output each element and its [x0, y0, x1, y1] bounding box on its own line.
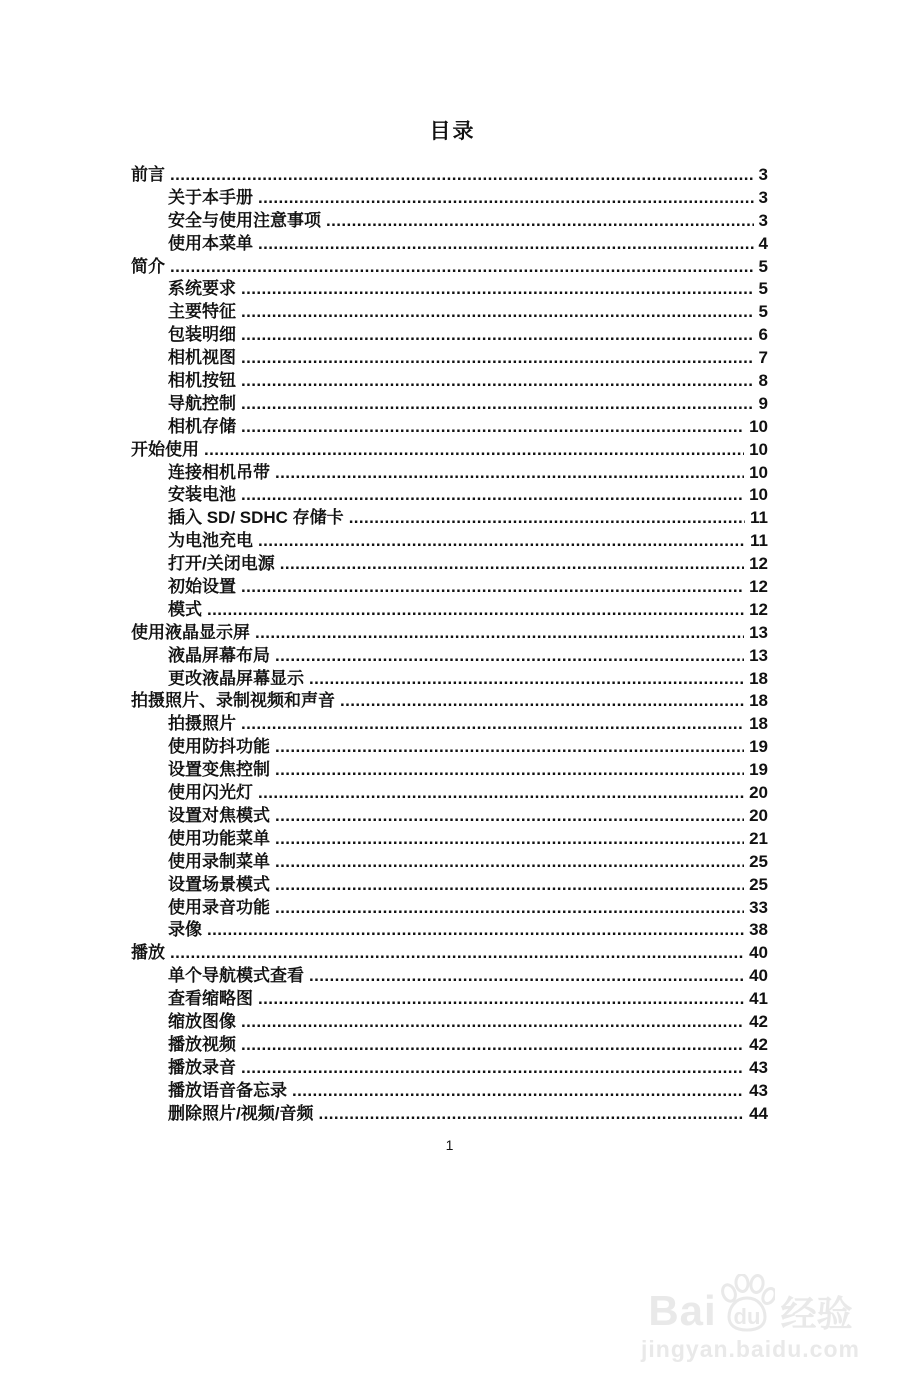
- toc-entry-page-number: 20: [749, 783, 768, 803]
- toc-entry-page-number: 10: [749, 485, 768, 505]
- toc-entry: [131, 526, 768, 549]
- toc-entry-label: 简介: [131, 256, 165, 276]
- toc-entry: [131, 480, 768, 503]
- toc-entry-page-number: 8: [758, 371, 768, 391]
- toc-entry-page-number: 42: [749, 1011, 768, 1031]
- toc-entry: [131, 183, 768, 206]
- toc-leader-dots: [275, 463, 744, 483]
- toc-leader-dots: [275, 806, 744, 826]
- toc-entry: [131, 389, 768, 412]
- toc-leader-dots: [309, 966, 744, 986]
- toc-entry-page-number: 18: [749, 714, 768, 734]
- baidu-paw-icon: [719, 1274, 775, 1332]
- toc-leader-dots: [275, 737, 744, 757]
- toc-entry-label: 设置对焦模式: [168, 805, 270, 825]
- toc-entry-label: 液晶屏幕布局: [168, 645, 270, 665]
- toc-leader-dots: [275, 875, 744, 895]
- toc-entry-page-number: 9: [758, 393, 768, 413]
- baidu-jingyan-watermark: [628, 1274, 873, 1363]
- toc-entry: [131, 412, 768, 435]
- toc-entry-label: 播放语音备忘录: [168, 1080, 287, 1100]
- toc-entry: [131, 1099, 768, 1122]
- toc-entry-page-number: 33: [749, 897, 768, 917]
- toc-entry-label: 使用闪光灯: [168, 783, 253, 803]
- toc-entry-page-number: 6: [758, 325, 768, 345]
- toc-entry: [131, 641, 768, 664]
- toc-entry-page-number: 41: [749, 989, 768, 1009]
- toc-leader-dots: [349, 508, 745, 528]
- toc-entry-page-number: 11: [750, 508, 768, 528]
- toc-entry: [131, 229, 768, 252]
- toc-leader-dots: [241, 577, 744, 597]
- toc-entry: [131, 297, 768, 320]
- watermark-brand-bai: Bai: [648, 1287, 717, 1334]
- toc-leader-dots: [258, 234, 754, 254]
- toc-entry-label: 拍摄照片: [168, 714, 236, 734]
- toc-entry-page-number: 12: [749, 554, 768, 574]
- toc-entry-label: 主要特征: [168, 302, 236, 322]
- toc-entry-label: 打开/关闭电源: [168, 554, 275, 574]
- toc-entry-label: 包装明细: [168, 325, 236, 345]
- toc-entry-label: 使用液晶显示屏: [131, 622, 250, 642]
- toc-leader-dots: [292, 1081, 744, 1101]
- toc-leader-dots: [318, 1104, 744, 1124]
- toc-entry-label: 使用录音功能: [168, 897, 270, 917]
- toc-entry: [131, 160, 768, 183]
- toc-entry-label: 播放视频: [168, 1034, 236, 1054]
- toc-entry-label: 前言: [131, 165, 165, 184]
- toc-entry: [131, 915, 768, 938]
- toc-entry-page-number: 10: [749, 439, 768, 459]
- footer-page-number: 1: [445, 1137, 454, 1154]
- toc-entry-page-number: 43: [749, 1057, 768, 1077]
- toc-entry: [131, 252, 768, 275]
- toc-entry-label: 查看缩略图: [168, 989, 253, 1009]
- toc-entry-label: 播放: [131, 943, 165, 963]
- toc-entry-label: 缩放图像: [168, 1011, 236, 1031]
- toc-entry: [131, 572, 768, 595]
- toc-leader-dots: [170, 257, 754, 277]
- toc-entry-label: 设置场景模式: [168, 874, 270, 894]
- watermark-brand-du: du: [733, 1304, 761, 1329]
- toc-entry: [131, 893, 768, 916]
- toc-entry-page-number: 43: [749, 1080, 768, 1100]
- toc-leader-dots: [241, 1012, 744, 1032]
- toc-entry: [131, 458, 768, 481]
- page-title: 目录: [429, 120, 476, 143]
- toc-entry-page-number: 42: [749, 1034, 768, 1054]
- toc-entry: [131, 1030, 768, 1053]
- toc-leader-dots: [275, 829, 744, 849]
- toc-entry-label: 导航控制: [168, 393, 236, 413]
- toc-entry: [131, 824, 768, 847]
- toc-entry: [131, 435, 768, 458]
- toc-entry-page-number: 5: [758, 256, 768, 276]
- toc-leader-dots: [204, 440, 744, 460]
- toc-entry-page-number: 18: [749, 691, 768, 711]
- toc-leader-dots: [207, 920, 744, 940]
- toc-entry: [131, 206, 768, 229]
- toc-entry: [131, 1076, 768, 1099]
- toc-leader-dots: [258, 989, 744, 1009]
- toc-entry-label: 插入 SD/ SDHC 存储卡: [168, 508, 344, 528]
- toc-leader-dots: [241, 1035, 744, 1055]
- toc-leader-dots: [326, 211, 754, 231]
- toc-entry-page-number: 13: [749, 645, 768, 665]
- toc-entry-page-number: 10: [749, 416, 768, 436]
- toc-entry-page-number: 19: [749, 737, 768, 757]
- toc-entry-label: 相机存储: [168, 416, 236, 436]
- toc-entry-page-number: 3: [758, 210, 768, 230]
- toc-entry-page-number: 40: [749, 966, 768, 986]
- toc-entry: [131, 595, 768, 618]
- toc-entry: [131, 1007, 768, 1030]
- toc-entry-label: 系统要求: [168, 279, 236, 299]
- toc-entry: [131, 709, 768, 732]
- toc-entry-label: 模式: [168, 599, 202, 619]
- toc-leader-dots: [258, 188, 754, 208]
- toc-leader-dots: [241, 1058, 744, 1078]
- toc-entry-page-number: 12: [749, 577, 768, 597]
- toc-entry-label: 更改液晶屏幕显示: [168, 668, 304, 688]
- toc-entry-label: 关于本手册: [168, 187, 253, 207]
- toc-leader-dots: [258, 783, 744, 803]
- toc-entry: [131, 366, 768, 389]
- toc-entry-label: 开始使用: [131, 439, 199, 459]
- toc-entry: [131, 664, 768, 687]
- toc-entry-label: 使用功能菜单: [168, 828, 270, 848]
- toc-entry-label: 初始设置: [168, 577, 236, 597]
- toc-entry-page-number: 10: [749, 462, 768, 482]
- toc-entry-page-number: 3: [758, 165, 768, 184]
- watermark-brand-suffix: 经验: [780, 1293, 853, 1334]
- toc-leader-dots: [241, 348, 754, 368]
- toc-entry-label: 设置变焦控制: [168, 760, 270, 780]
- toc-leader-dots: [241, 371, 754, 391]
- toc-entry-page-number: 38: [749, 920, 768, 940]
- watermark-brand: [628, 1274, 873, 1332]
- toc-entry-page-number: 19: [749, 760, 768, 780]
- toc-entry: [131, 870, 768, 893]
- toc-entry: [131, 732, 768, 755]
- toc-entry-label: 播放录音: [168, 1057, 236, 1077]
- toc-entry-label: 安全与使用注意事项: [168, 210, 321, 230]
- toc-entry-label: 为电池充电: [168, 531, 253, 551]
- toc-entry-label: 使用防抖功能: [168, 737, 270, 757]
- toc-leader-dots: [241, 417, 744, 437]
- toc-leader-dots: [275, 852, 744, 872]
- toc-leader-dots: [275, 760, 744, 780]
- toc-leader-dots: [241, 279, 754, 299]
- toc-leader-dots: [207, 600, 744, 620]
- toc-entry-page-number: 18: [749, 668, 768, 688]
- toc-entry: [131, 320, 768, 343]
- toc-entry: [131, 1053, 768, 1076]
- toc-entry-page-number: 7: [758, 348, 768, 368]
- toc-leader-dots: [275, 646, 744, 666]
- toc-leader-dots: [241, 325, 754, 345]
- toc-entry-page-number: 25: [749, 851, 768, 871]
- toc-entry-label: 单个导航模式查看: [168, 966, 304, 986]
- toc-entry-label: 连接相机吊带: [168, 462, 270, 482]
- toc-entry: [131, 274, 768, 297]
- toc-entry: [131, 801, 768, 824]
- toc-leader-dots: [170, 165, 754, 185]
- toc-entry-page-number: 25: [749, 874, 768, 894]
- toc-entry: [131, 778, 768, 801]
- toc-leader-dots: [275, 898, 744, 918]
- toc-entry-label: 安装电池: [168, 485, 236, 505]
- toc-entry: [131, 847, 768, 870]
- toc-entry-page-number: 20: [749, 805, 768, 825]
- toc-entry: [131, 343, 768, 366]
- toc-entry-label: 使用本菜单: [168, 233, 253, 253]
- toc-leader-dots: [255, 623, 744, 643]
- toc-entry: [131, 503, 768, 526]
- toc-entry-page-number: 11: [750, 531, 768, 551]
- toc-entry: [131, 938, 768, 961]
- toc-entry-page-number: 3: [758, 187, 768, 207]
- toc-entry-label: 删除照片/视频/音频: [168, 1103, 314, 1123]
- toc-entry: [131, 549, 768, 572]
- toc-leader-dots: [241, 714, 744, 734]
- toc-entry: [131, 984, 768, 1007]
- toc-entry-page-number: 44: [749, 1103, 768, 1123]
- toc-entry-page-number: 12: [749, 599, 768, 619]
- toc-leader-dots: [241, 302, 754, 322]
- toc-leader-dots: [309, 669, 744, 689]
- toc-entry-label: 使用录制菜单: [168, 851, 270, 871]
- watermark-url: jingyan.baidu.com: [641, 1336, 860, 1362]
- toc-leader-dots: [241, 394, 754, 414]
- toc-leader-dots: [280, 554, 744, 574]
- toc-entry-page-number: 13: [749, 622, 768, 642]
- toc-entry-page-number: 5: [758, 302, 768, 322]
- toc-entry-page-number: 40: [749, 943, 768, 963]
- toc-entry-label: 相机按钮: [168, 371, 236, 391]
- toc-list: [131, 160, 768, 1121]
- toc-entry: [131, 686, 768, 709]
- toc-entry-label: 相机视图: [168, 348, 236, 368]
- toc-entry-label: 拍摄照片、录制视频和声音: [131, 691, 335, 711]
- toc-entry-page-number: 21: [749, 828, 768, 848]
- toc-entry-page-number: 5: [758, 279, 768, 299]
- toc-leader-dots: [258, 531, 745, 551]
- toc-entry-label: 录像: [168, 920, 202, 940]
- toc-entry-page-number: 4: [758, 233, 768, 253]
- toc-entry: [131, 961, 768, 984]
- toc-entry: [131, 618, 768, 641]
- toc-leader-dots: [340, 691, 744, 711]
- toc-entry: [131, 755, 768, 778]
